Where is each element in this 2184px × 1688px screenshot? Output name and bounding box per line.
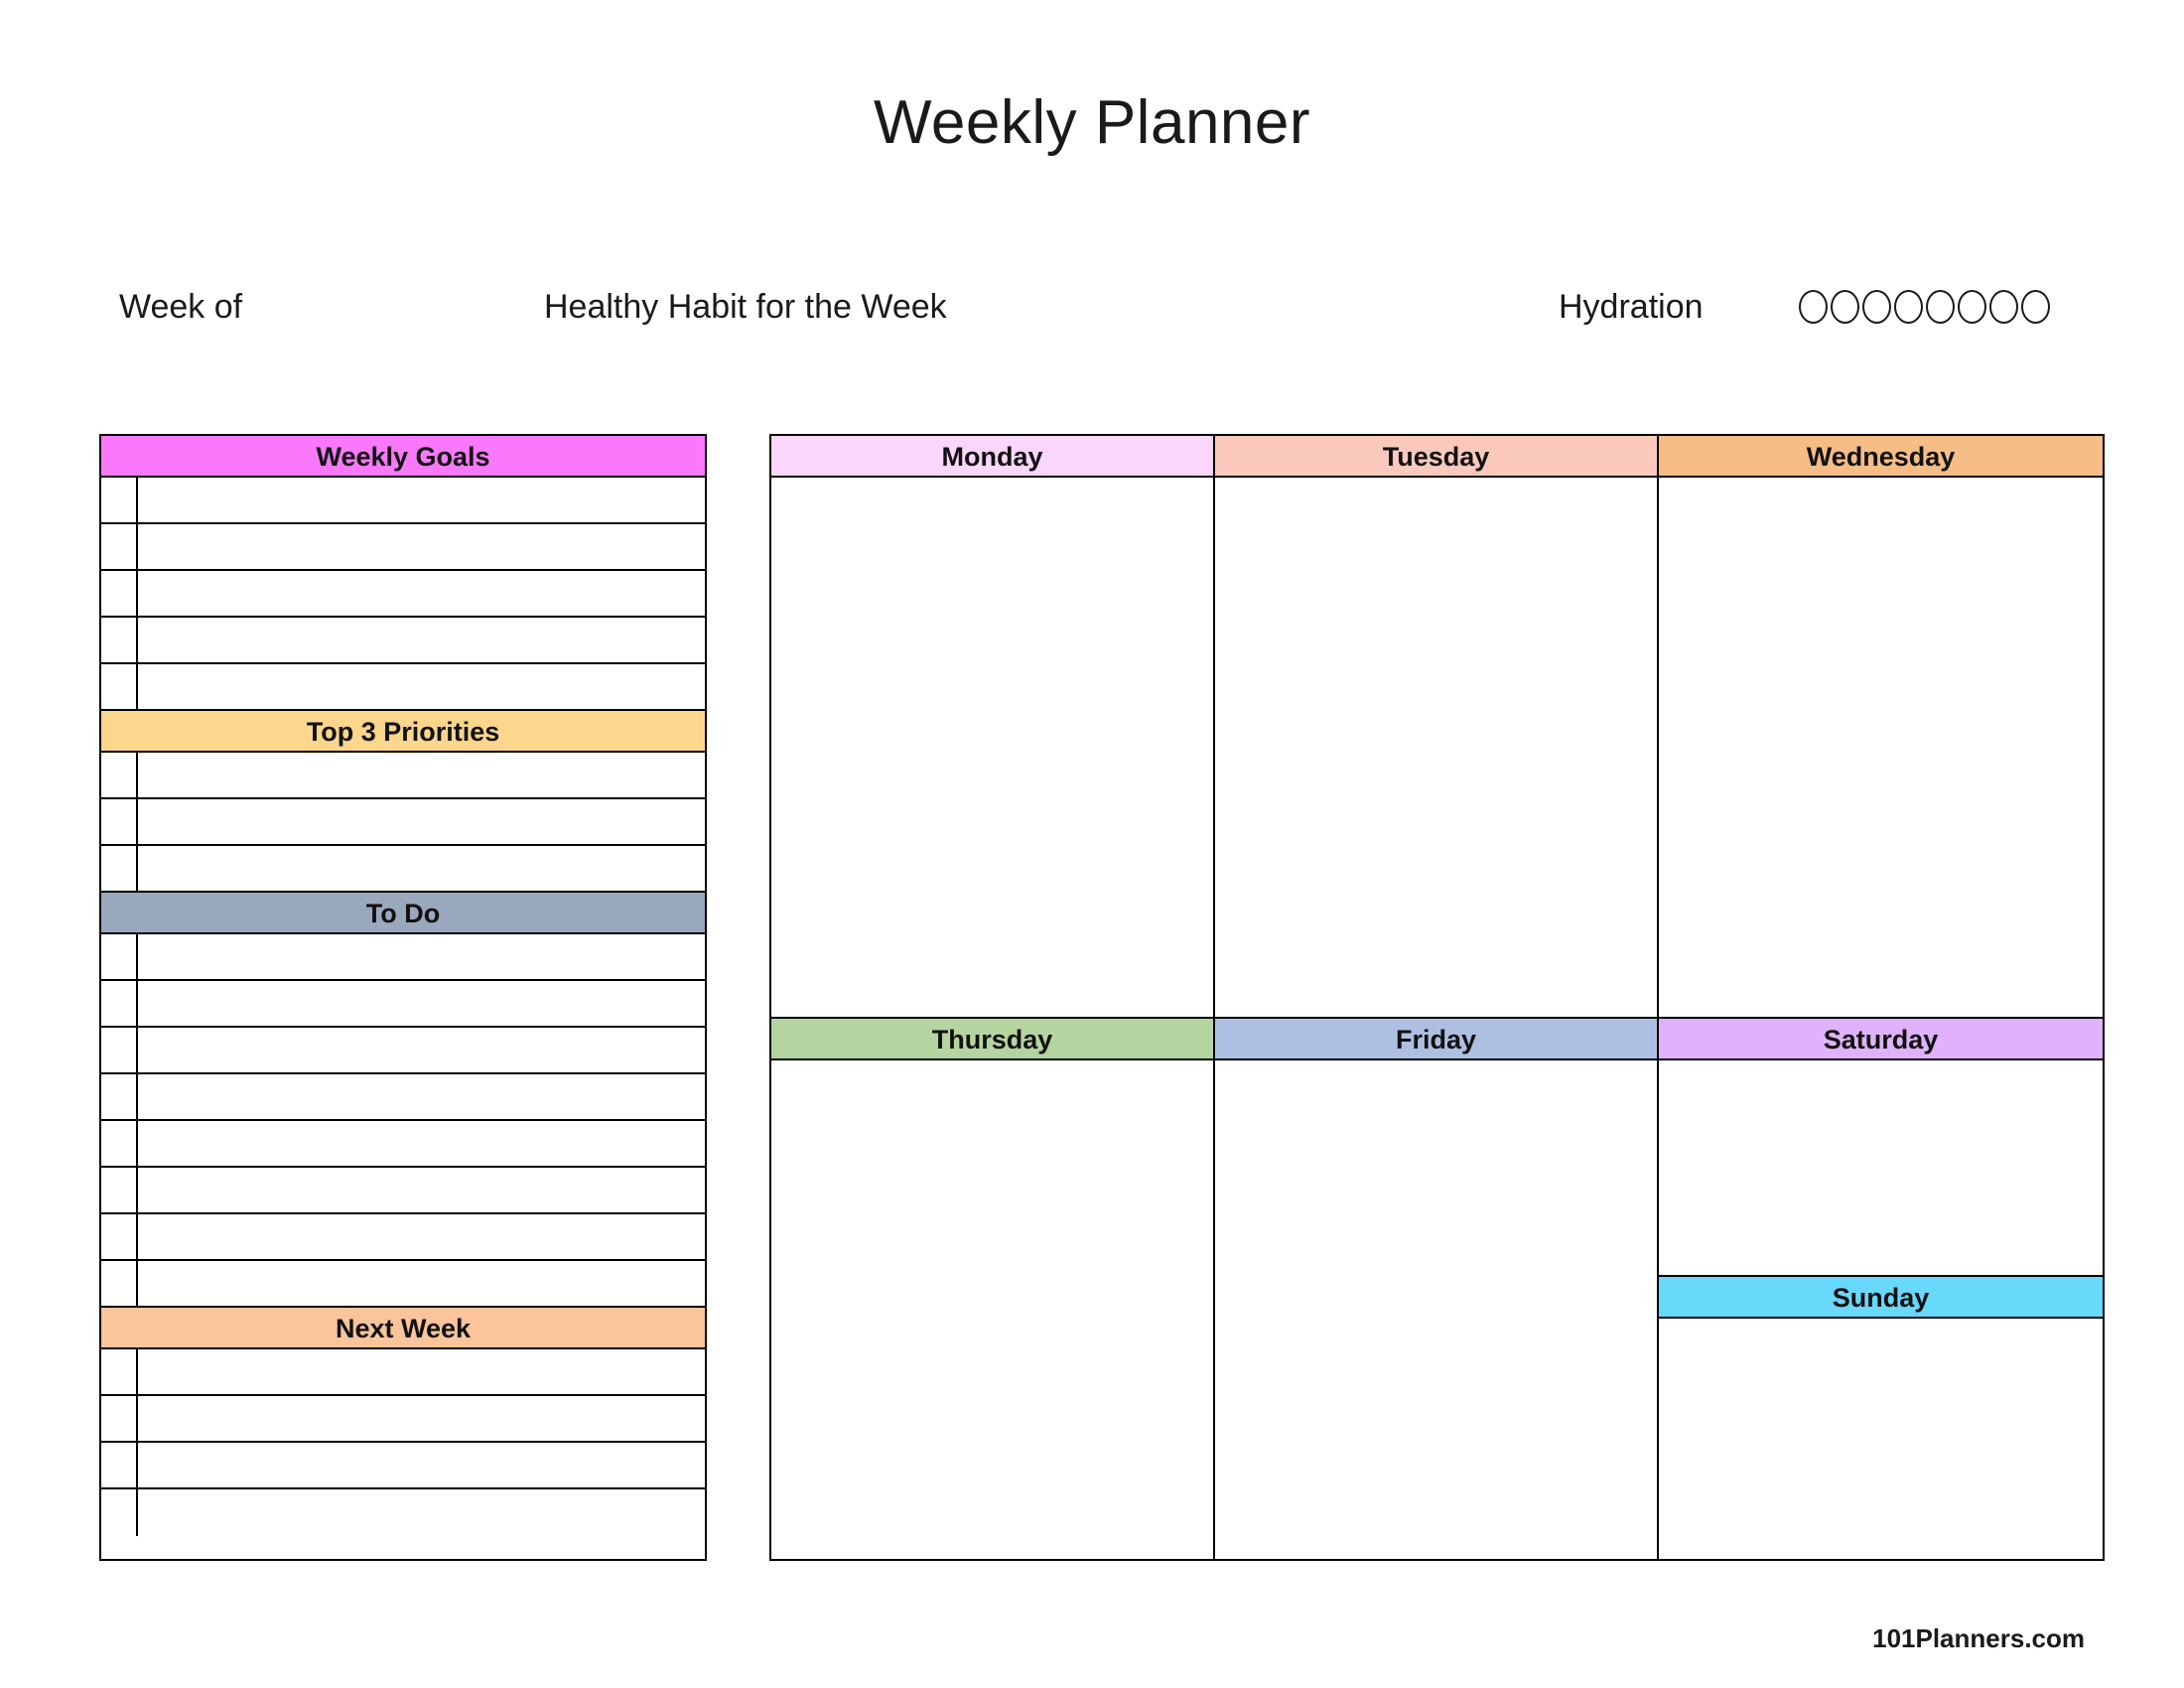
list-item bbox=[101, 934, 705, 981]
row-checkbox[interactable] bbox=[101, 1443, 138, 1487]
list-item bbox=[101, 618, 705, 664]
row-text[interactable] bbox=[138, 799, 705, 844]
hydration-circle-icon[interactable] bbox=[1926, 290, 1955, 324]
row-checkbox[interactable] bbox=[101, 981, 138, 1026]
day-header-tuesday: Tuesday bbox=[1215, 436, 1657, 478]
row-checkbox[interactable] bbox=[101, 571, 138, 616]
day-header-friday: Friday bbox=[1215, 1019, 1657, 1060]
section-header-to-do: To Do bbox=[101, 893, 705, 934]
list-item bbox=[101, 664, 705, 711]
day-cell-wednesday bbox=[1659, 436, 2103, 1019]
list-item bbox=[101, 1261, 705, 1308]
list-item bbox=[101, 1349, 705, 1396]
row-text[interactable] bbox=[138, 478, 705, 522]
row-checkbox[interactable] bbox=[101, 478, 138, 522]
row-checkbox[interactable] bbox=[101, 799, 138, 844]
row-text[interactable] bbox=[138, 571, 705, 616]
list-item bbox=[101, 1074, 705, 1121]
day-notes-tuesday[interactable] bbox=[1215, 478, 1657, 1019]
row-text[interactable] bbox=[138, 524, 705, 569]
row-text[interactable] bbox=[138, 1443, 705, 1487]
list-item bbox=[101, 846, 705, 893]
section-header-top-3-priorities: Top 3 Priorities bbox=[101, 711, 705, 753]
day-header-wednesday: Wednesday bbox=[1659, 436, 2103, 478]
day-cell-saturday bbox=[1659, 1019, 2103, 1277]
day-header-monday: Monday bbox=[771, 436, 1213, 478]
day-notes-monday[interactable] bbox=[771, 478, 1213, 1019]
list-item bbox=[101, 1396, 705, 1443]
row-checkbox[interactable] bbox=[101, 664, 138, 709]
day-header-sunday: Sunday bbox=[1659, 1277, 2103, 1319]
day-cell-monday bbox=[771, 436, 1213, 1019]
hydration-circle-icon[interactable] bbox=[2021, 290, 2050, 324]
row-checkbox[interactable] bbox=[101, 846, 138, 891]
day-notes-wednesday[interactable] bbox=[1659, 478, 2103, 1019]
row-checkbox[interactable] bbox=[101, 1489, 138, 1536]
row-text[interactable] bbox=[138, 1349, 705, 1394]
hydration-circle-icon[interactable] bbox=[1831, 290, 1859, 324]
list-item bbox=[101, 1443, 705, 1489]
row-text[interactable] bbox=[138, 1168, 705, 1212]
row-checkbox[interactable] bbox=[101, 1214, 138, 1259]
section-rows-to-do bbox=[101, 934, 705, 1308]
day-cell-sunday bbox=[1659, 1277, 2103, 1559]
row-checkbox[interactable] bbox=[101, 1121, 138, 1166]
day-column-2 bbox=[1215, 436, 1659, 1559]
hydration-circle-icon[interactable] bbox=[1958, 290, 1986, 324]
section-header-next-week: Next Week bbox=[101, 1308, 705, 1349]
row-text[interactable] bbox=[138, 618, 705, 662]
day-notes-friday[interactable] bbox=[1215, 1060, 1657, 1559]
section-header-weekly-goals: Weekly Goals bbox=[101, 436, 705, 478]
meta-row bbox=[0, 288, 2184, 338]
hydration-label: Hydration bbox=[1559, 288, 1704, 326]
list-item bbox=[101, 753, 705, 799]
row-checkbox[interactable] bbox=[101, 618, 138, 662]
days-grid bbox=[769, 434, 2105, 1561]
list-item bbox=[101, 799, 705, 846]
list-item bbox=[101, 1121, 705, 1168]
row-checkbox[interactable] bbox=[101, 1074, 138, 1119]
day-notes-sunday[interactable] bbox=[1659, 1319, 2103, 1559]
day-cell-tuesday bbox=[1215, 436, 1657, 1019]
day-column-3 bbox=[1659, 436, 2103, 1559]
list-item bbox=[101, 1028, 705, 1074]
row-text[interactable] bbox=[138, 1489, 705, 1536]
list-item bbox=[101, 981, 705, 1028]
section-rows-weekly-goals bbox=[101, 478, 705, 711]
list-item bbox=[101, 1489, 705, 1536]
day-header-saturday: Saturday bbox=[1659, 1019, 2103, 1060]
row-checkbox[interactable] bbox=[101, 753, 138, 797]
hydration-circle-icon[interactable] bbox=[1894, 290, 1923, 324]
day-column-1 bbox=[771, 436, 1215, 1559]
row-text[interactable] bbox=[138, 1261, 705, 1306]
day-header-thursday: Thursday bbox=[771, 1019, 1213, 1060]
list-item bbox=[101, 478, 705, 524]
row-text[interactable] bbox=[138, 981, 705, 1026]
row-checkbox[interactable] bbox=[101, 524, 138, 569]
day-cell-friday bbox=[1215, 1019, 1657, 1559]
hydration-circle-icon[interactable] bbox=[1862, 290, 1891, 324]
left-column bbox=[99, 434, 707, 1561]
row-text[interactable] bbox=[138, 1121, 705, 1166]
hydration-tracker bbox=[1799, 290, 2050, 324]
day-notes-thursday[interactable] bbox=[771, 1060, 1213, 1559]
row-text[interactable] bbox=[138, 1396, 705, 1441]
row-checkbox[interactable] bbox=[101, 1261, 138, 1306]
row-text[interactable] bbox=[138, 846, 705, 891]
planner-body bbox=[99, 434, 2105, 1561]
row-text[interactable] bbox=[138, 934, 705, 979]
row-checkbox[interactable] bbox=[101, 1349, 138, 1394]
row-checkbox[interactable] bbox=[101, 934, 138, 979]
row-text[interactable] bbox=[138, 1074, 705, 1119]
week-of-label: Week of bbox=[119, 288, 243, 326]
list-item bbox=[101, 524, 705, 571]
hydration-circle-icon[interactable] bbox=[1989, 290, 2018, 324]
row-checkbox[interactable] bbox=[101, 1396, 138, 1441]
list-item bbox=[101, 1168, 705, 1214]
section-rows-top-3-priorities bbox=[101, 753, 705, 893]
page-title: Weekly Planner bbox=[873, 88, 1311, 157]
row-text[interactable] bbox=[138, 753, 705, 797]
row-text[interactable] bbox=[138, 1028, 705, 1072]
row-checkbox[interactable] bbox=[101, 1028, 138, 1072]
list-item bbox=[101, 571, 705, 618]
healthy-habit-label: Healthy Habit for the Week bbox=[544, 288, 947, 326]
row-checkbox[interactable] bbox=[101, 1168, 138, 1212]
row-text[interactable] bbox=[138, 1214, 705, 1259]
day-notes-saturday[interactable] bbox=[1659, 1060, 2103, 1277]
list-item bbox=[101, 1214, 705, 1261]
day-cell-thursday bbox=[771, 1019, 1213, 1559]
site-credit: 101Planners.com bbox=[1872, 1623, 2085, 1653]
hydration-circle-icon[interactable] bbox=[1799, 290, 1828, 324]
section-rows-next-week bbox=[101, 1349, 705, 1536]
row-text[interactable] bbox=[138, 664, 705, 709]
